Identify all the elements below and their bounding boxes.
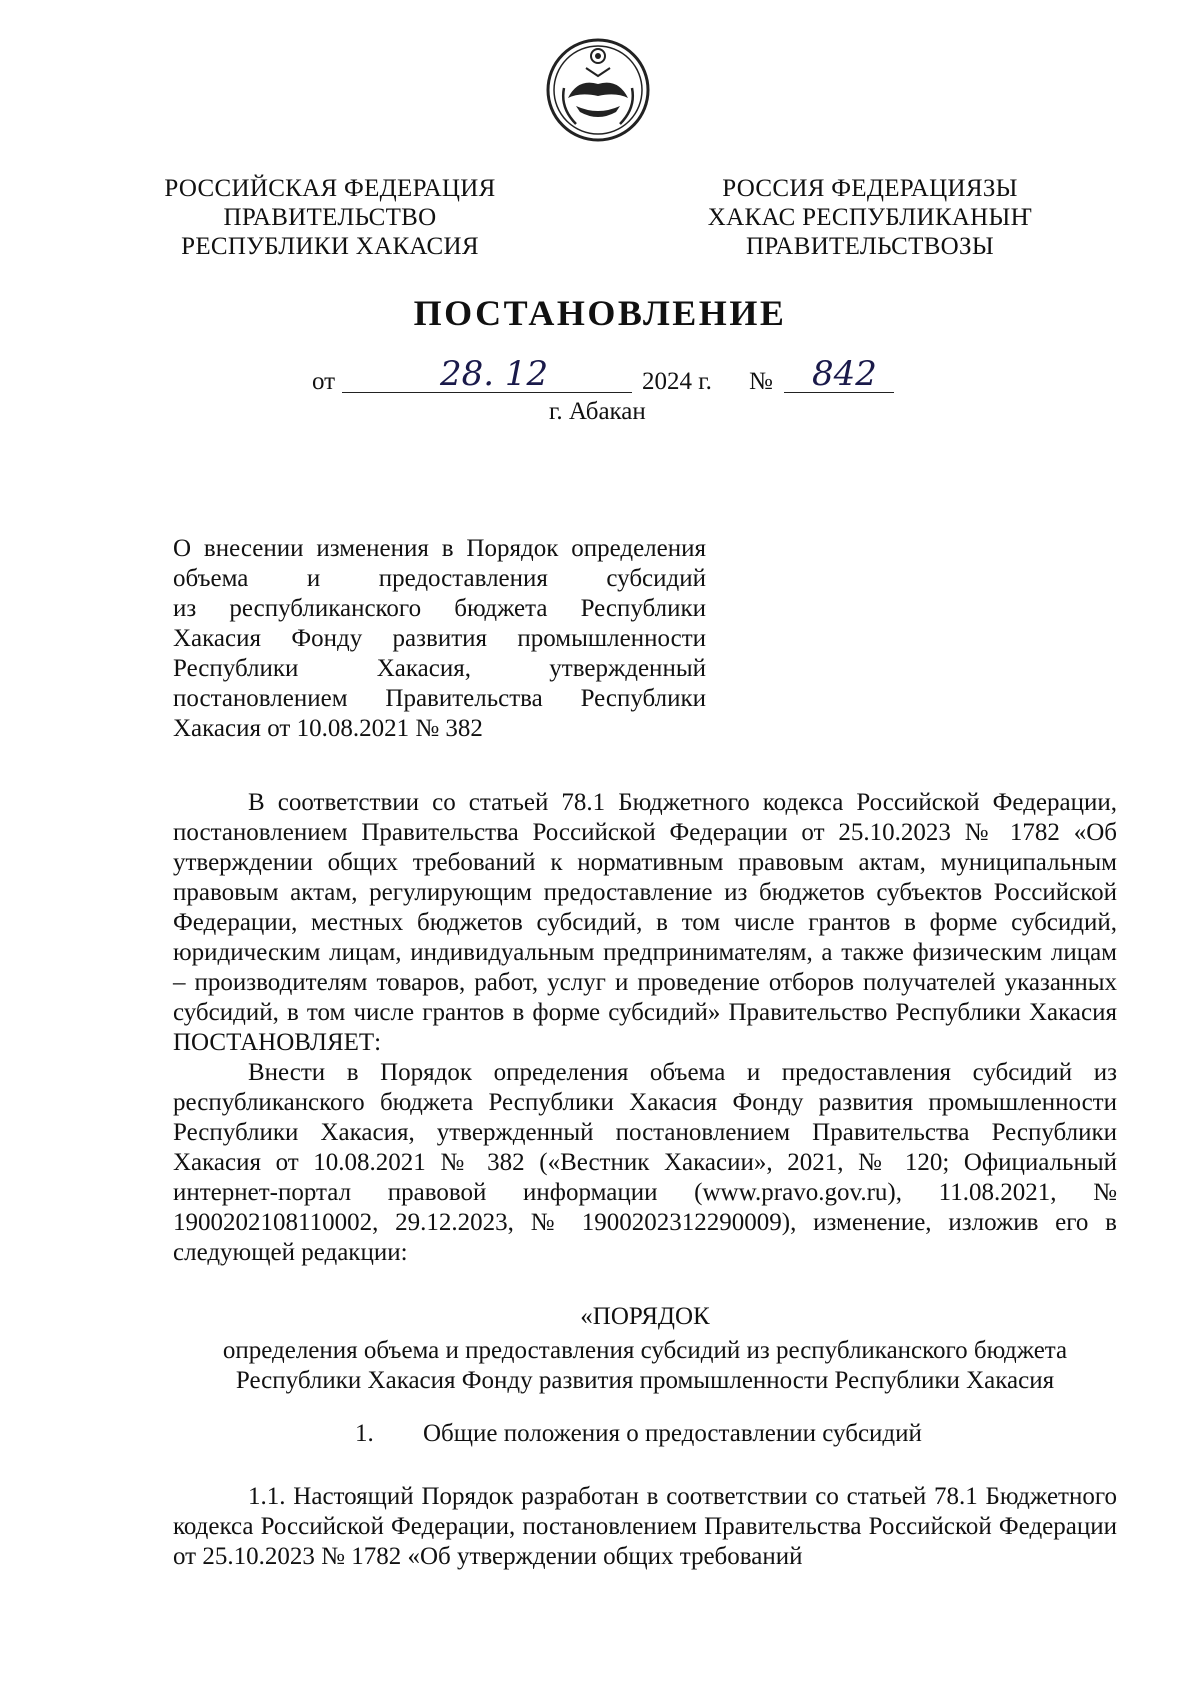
from-label: от xyxy=(312,368,336,395)
subject-line: Хакасия от 10.08.2021 № 382 xyxy=(173,715,483,742)
order-title: «ПОРЯДОК xyxy=(580,1303,710,1330)
header-left-block xyxy=(150,174,510,261)
section-number: 1. xyxy=(355,1420,374,1447)
clause-1-1-paragraph: 1.1. Настоящий Порядок разработан в соответствии со статьей 78.1 Бюджетного кодекса Российской Федерации, постановлением Правительства Российской Федерации от 25.10.2023 № 1782 «Об утверждении общих требований xyxy=(173,1483,1117,1570)
subject-line: Хакасия Фонду развития промышленности xyxy=(173,625,706,652)
subject-line: из республиканского бюджета Республики xyxy=(173,595,706,622)
order-subtitle-line: определения объема и предоставления субсидий из республиканского бюджета xyxy=(222,1337,1068,1364)
header-left-line: ПРАВИТЕЛЬСТВО xyxy=(223,204,437,231)
header-left-line: РЕСПУБЛИКИ ХАКАСИЯ xyxy=(181,233,479,260)
subject-line: Республики Хакасия, утвержденный xyxy=(173,655,706,682)
number-label: № xyxy=(749,368,773,395)
subject-line: О внесении изменения в Порядок определения xyxy=(173,535,706,562)
clause-block xyxy=(173,1482,1117,1572)
preamble-block xyxy=(173,788,1117,1268)
handwritten-date: 28. 12 xyxy=(440,354,549,394)
header-left-line: РОССИЙСКАЯ ФЕДЕРАЦИЯ xyxy=(164,175,496,202)
header-right-line: РОССИЯ ФЕДЕРАЦИЯЗЫ xyxy=(722,175,1018,202)
city-label: г. Абакан xyxy=(549,398,646,425)
subject-line: постановлением Правительства Республики xyxy=(173,685,706,712)
date-number-line xyxy=(0,354,1200,402)
preamble-paragraph: В соответствии со статьей 78.1 Бюджетного кодекса Российской Федерации, постановлением Правительства Российской Федерации от 25.10.2023 № 1782 «Об утверждении общих требований к нормативным правовым актам, муниципальным правовым актам, регулирующим предоставление из бюджетов субъектов Российской Федерации, местных бюджетов субсидий, в том числе грантов в форме субсидий, юридическим лицам, индивидуальным предпринимателям, а также физическим лицам – производителям товаров, работ, услуг и проведение отборов получателей указанных субсидий, в том числе грантов в форме субсидий» Правительство Республики Хакасия ПОСТАНОВЛЯЕТ: xyxy=(173,789,1117,1056)
subject-line: объема и предоставления субсидий xyxy=(173,565,706,592)
subject-block xyxy=(173,534,706,744)
document-type-title: ПОСТАНОВЛЕНИЕ xyxy=(413,293,787,333)
header-right-line: ПРАВИТЕЛЬСТВОЗЫ xyxy=(746,233,994,260)
resolution-paragraph: Внести в Порядок определения объема и предоставления субсидий из республиканского бюджета Республики Хакасия Фонду развития промышленности Республики Хакасия, утвержденный постановлением Правительства Республики Хакасия от 10.08.2021 № 382 («Вестник Хакасии», 2021, № 120; Официальный интернет-портал правовой информации (www.pravo.gov.ru), 11.08.2021, № 1900202108110002, 29.12.2023, № 1900202312290009), изменение, изложив его в следующей редакции: xyxy=(173,1059,1117,1266)
republic-emblem-icon xyxy=(546,38,650,142)
header-right-line: ХАКАС РЕСПУБЛИКАНЫҤ xyxy=(707,204,1033,231)
section-title: Общие положения о предоставлении субсидий xyxy=(423,1420,922,1447)
header-right-block xyxy=(690,174,1050,261)
handwritten-number: 842 xyxy=(812,354,877,394)
year-label: 2024 г. xyxy=(642,368,712,395)
order-subtitle-line: Республики Хакасия Фонду развития промышленности Республики Хакасия xyxy=(235,1367,1055,1394)
